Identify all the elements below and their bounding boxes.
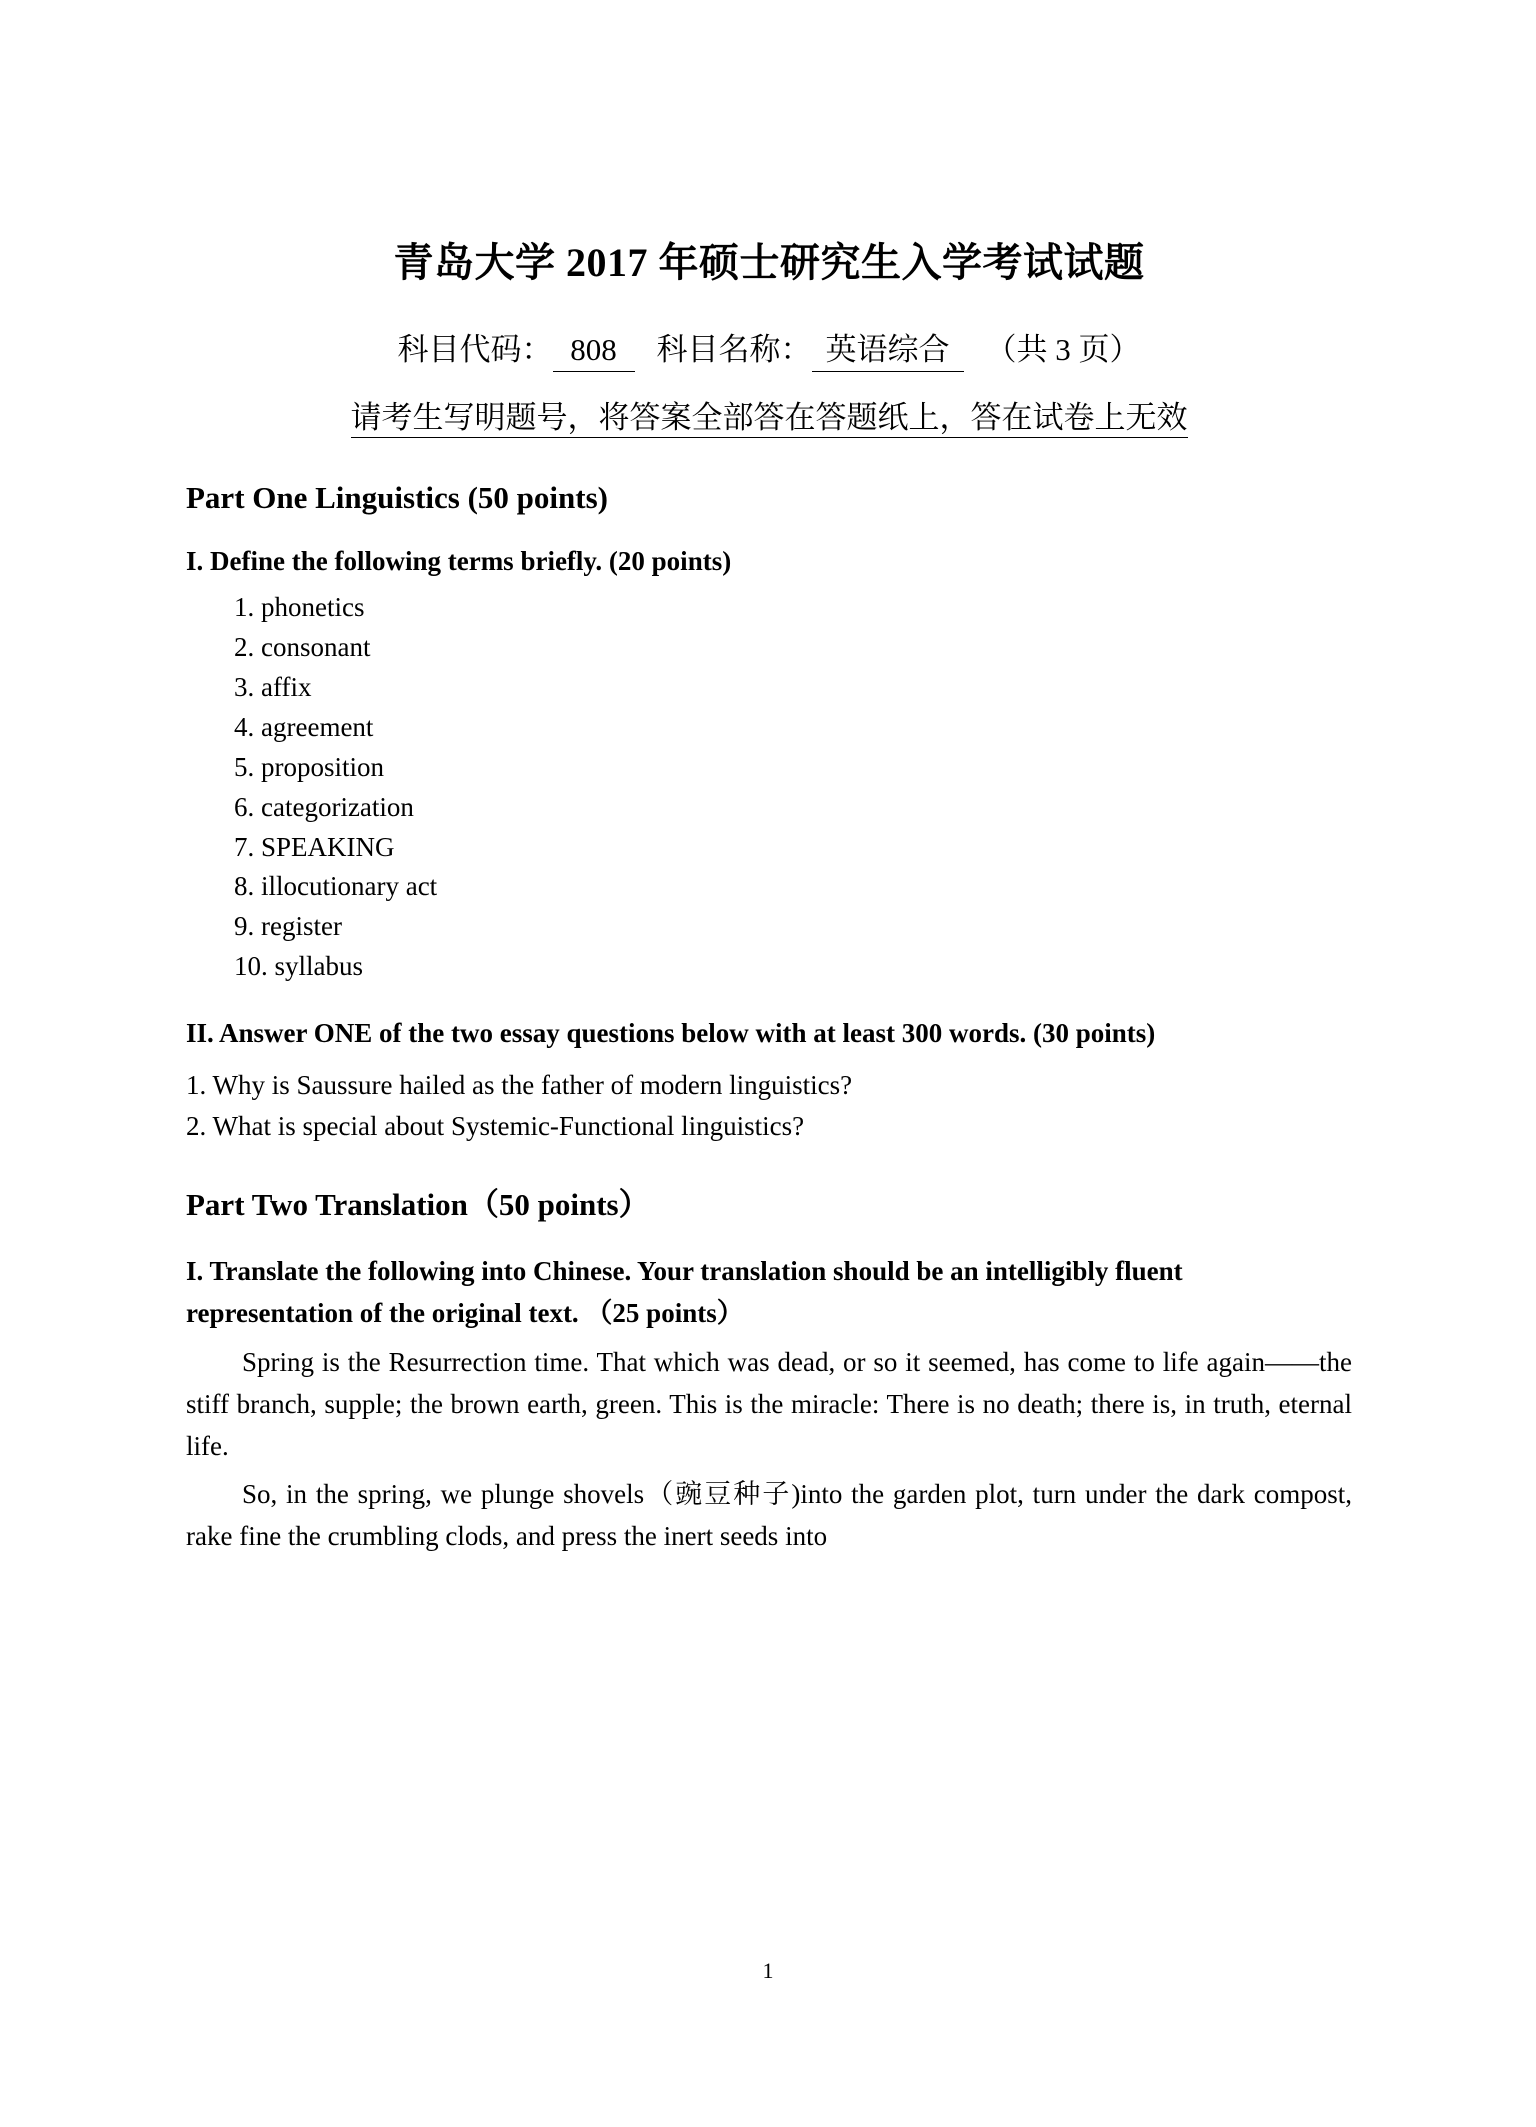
- list-item: 6. categorization: [234, 791, 414, 822]
- list-item: 1. phonetics: [234, 591, 365, 622]
- essay-question-1: 1. Why is Saussure hailed as the father of modern linguistics?: [186, 1070, 853, 1101]
- subject-name-label: 科目名称：: [656, 332, 812, 367]
- page-content: [186, 0, 1352, 1557]
- subject-name-value: 英语综合: [812, 330, 964, 372]
- part-one-section-ii-heading: II. Answer ONE of the two essay questions below with at least 300 words. (30 points): [186, 1018, 1156, 1049]
- exam-notice: [186, 372, 1352, 438]
- list-item: 7. SPEAKING: [234, 831, 395, 862]
- translation-paragraph-2: [186, 1467, 1352, 1557]
- list-item: 8. illocutionary act: [234, 871, 438, 902]
- part-one-heading: Part One Linguistics (50 points): [186, 479, 608, 515]
- part-two-heading: Part Two Translation（50 points）: [186, 1187, 650, 1223]
- page-title: 青岛大学 2017 年硕士研究生入学考试试题: [393, 240, 1145, 285]
- paragraph-text: Spring is the Resurrection time. That which was dead, or so it seemed, has come to life again――the stiff branch, supple; the brown earth, green. This is the miracle: There is no death; there is, in truth, eternal life.: [186, 1346, 1352, 1461]
- page-count-note: （共 3 页）: [985, 332, 1141, 367]
- subject-info-line: [186, 288, 1352, 372]
- part-two-section-i-heading: I. Translate the following into Chinese. Your translation should be an intelligibly fluent representation of the original text. （25 points）: [186, 1255, 1183, 1328]
- terms-list: [186, 580, 1352, 988]
- list-item: 9. register: [234, 911, 342, 942]
- essay-question-2: 2. What is special about Systemic-Functional linguistics?: [186, 1110, 805, 1141]
- list-item: 10. syllabus: [234, 951, 364, 982]
- list-item: 5. proposition: [234, 751, 385, 782]
- part-one-section-i-heading: I. Define the following terms briefly. (20 points): [186, 546, 732, 577]
- paragraph-text: So, in the spring, we plunge shovels（豌豆种子)into the garden plot, turn under the dark compost, rake fine the crumbling clods, and press the inert seeds into: [186, 1478, 1352, 1552]
- exam-notice-text: 请考生写明题号，将答案全部答在答题纸上，答在试卷上无效: [351, 400, 1188, 438]
- list-item: 3. affix: [234, 671, 312, 702]
- subject-code-label: 科目代码：: [397, 332, 553, 367]
- page-number: 1: [762, 1958, 774, 1983]
- list-item: 4. agreement: [234, 711, 374, 742]
- subject-code-value: 808: [553, 330, 635, 372]
- translation-paragraph-1: [186, 1335, 1352, 1467]
- list-item: 2. consonant: [234, 631, 371, 662]
